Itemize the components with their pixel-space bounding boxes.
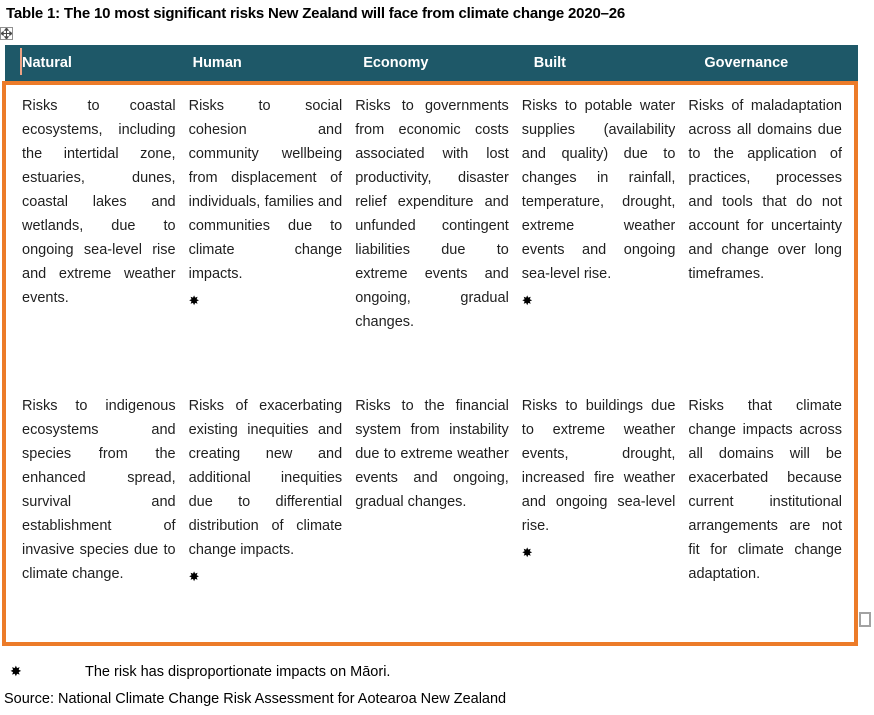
column-header-label: Natural <box>22 55 72 71</box>
column-header-built[interactable] <box>517 55 688 71</box>
table-cell-natural-2[interactable] <box>22 394 176 642</box>
column-header-economy[interactable] <box>346 55 517 71</box>
table-resize-handle[interactable] <box>859 612 871 627</box>
risk-text: Risks of exacerbating existing inequities and creating new and additional inequities due to differential distribution of climate change impacts. <box>188 398 343 558</box>
table-cell-natural-1[interactable] <box>22 94 176 394</box>
risk-text: Risks to the financial system from instability due to extreme weather events and ongoing, gradual changes. <box>355 398 509 510</box>
footnote-line <box>10 663 390 680</box>
table-cell-economy-2[interactable] <box>355 394 509 642</box>
risk-text: Risks to social cohesion and community wellbeing from displacement of individuals, families and communities due to climate change impacts. <box>188 98 343 282</box>
table-cell-economy-1[interactable] <box>355 94 509 394</box>
table-cell-governance-2[interactable] <box>688 394 842 642</box>
risk-text: Risks to indigenous ecosystems and species from the enhanced spread, survival and establishment of invasive species due to climate change. <box>22 398 176 582</box>
maori-impact-marker-icon: ✸ <box>521 293 533 308</box>
column-header-natural[interactable] <box>5 55 176 71</box>
table-caption: Table 1: The 10 most significant risks New Zealand will face from climate change 2020–26 <box>6 5 626 22</box>
risk-text: Risks to governments from economic costs associated with lost productivity, disaster relief expenditure and unfunded contingent liabilities due to extreme events and ongoing, gradual changes. <box>355 98 509 330</box>
text-cursor <box>20 48 22 75</box>
move-cross-icon <box>1 28 12 39</box>
column-header-label: Human <box>192 55 242 71</box>
column-header-governance[interactable] <box>687 55 858 71</box>
maori-impact-marker-icon: ✸ <box>521 545 533 560</box>
column-header-label: Governance <box>704 55 789 71</box>
column-header-label: Built <box>533 55 567 71</box>
maori-impact-marker-icon: ✸ <box>10 663 22 679</box>
table-cell-human-1[interactable] <box>189 94 343 394</box>
maori-impact-marker-icon: ✸ <box>188 293 200 308</box>
risk-text: Risks to potable water supplies (availability and quality) due to changes in rainfall, temperature, drought, extreme weather events and ongoing sea-level rise. <box>521 98 676 282</box>
table-cell-built-1[interactable] <box>522 94 676 394</box>
source-line: Source: National Climate Change Risk Assessment for Aotearoa New Zealand <box>4 691 507 707</box>
column-header-label: Economy <box>363 55 429 71</box>
maori-impact-marker-icon: ✸ <box>188 569 200 584</box>
table-move-handle[interactable] <box>0 27 13 40</box>
table-cell-built-2[interactable] <box>522 394 676 642</box>
risk-text: Risks to coastal ecosystems, including the intertidal zone, estuaries, dunes, coastal lakes and wetlands, due to ongoing sea-level rise and extreme weather events. <box>22 98 176 306</box>
table-cell-human-2[interactable] <box>189 394 343 642</box>
table-cell-governance-1[interactable] <box>688 94 842 394</box>
table-body <box>2 81 858 646</box>
column-header-human[interactable] <box>176 55 347 71</box>
risk-text: Risks of maladaptation across all domains due to the application of practices, processes and tools that do not account for uncertainty and change over long timeframes. <box>688 98 842 282</box>
risk-text: Risks to buildings due to extreme weather events, drought, increased fire weather and ongoing sea-level rise. <box>521 398 676 534</box>
table-header-row <box>5 45 858 81</box>
footnote-text: The risk has disproportionate impacts on Māori. <box>85 664 391 680</box>
risk-text: Risks that climate change impacts across all domains will be exacerbated because current institutional arrangements are not fit for climate change adaptation. <box>688 398 842 582</box>
